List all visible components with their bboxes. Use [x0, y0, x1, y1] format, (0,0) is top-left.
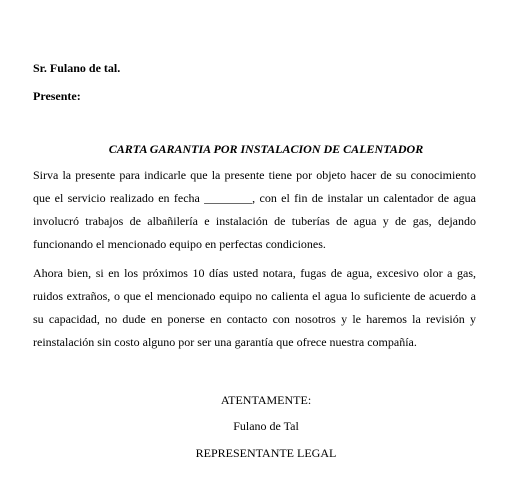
signer-title: REPRESENTANTE LEGAL: [195, 446, 337, 460]
paragraph-line: su capacidad, no dude en ponerse en contacto con nosotros y le haremos la revisión y: [33, 312, 476, 326]
paragraph-line: funcionando el mencionado equipo en perfectas condiciones.: [33, 237, 326, 251]
body-paragraph-2: [33, 262, 476, 354]
paragraph-line: involucró trabajos de albañilería e instalación de tuberías de agua y de gas, dejando: [33, 214, 476, 228]
paragraph-line: que el servicio realizado en fecha ________, con el fin de instalar un calentador de agua: [33, 191, 476, 205]
paragraph-line: reinstalación sin costo alguno por ser una garantía que ofrece nuestra compañía.: [33, 335, 417, 349]
closing-line: ATENTAMENTE:: [220, 393, 312, 407]
paragraph-line: ruidos extraños, o que el mencionado equipo no calienta el agua lo suficiente de acuerdo a: [33, 289, 476, 303]
letter-title: CARTA GARANTIA POR INSTALACION DE CALENTADOR: [108, 142, 424, 156]
greeting-line: Presente:: [33, 89, 81, 103]
paragraph-line: Sirva la presente para indicarle que la presente tiene por objeto hacer de su conocimiento: [33, 168, 476, 182]
paragraph-line: Ahora bien, si en los próximos 10 días usted notara, fugas de agua, excesivo olor a gas,: [33, 266, 476, 280]
recipient-line: Sr. Fulano de tal.: [33, 61, 121, 75]
signer-name: Fulano de Tal: [233, 419, 299, 433]
body-paragraph-1: [33, 164, 476, 256]
